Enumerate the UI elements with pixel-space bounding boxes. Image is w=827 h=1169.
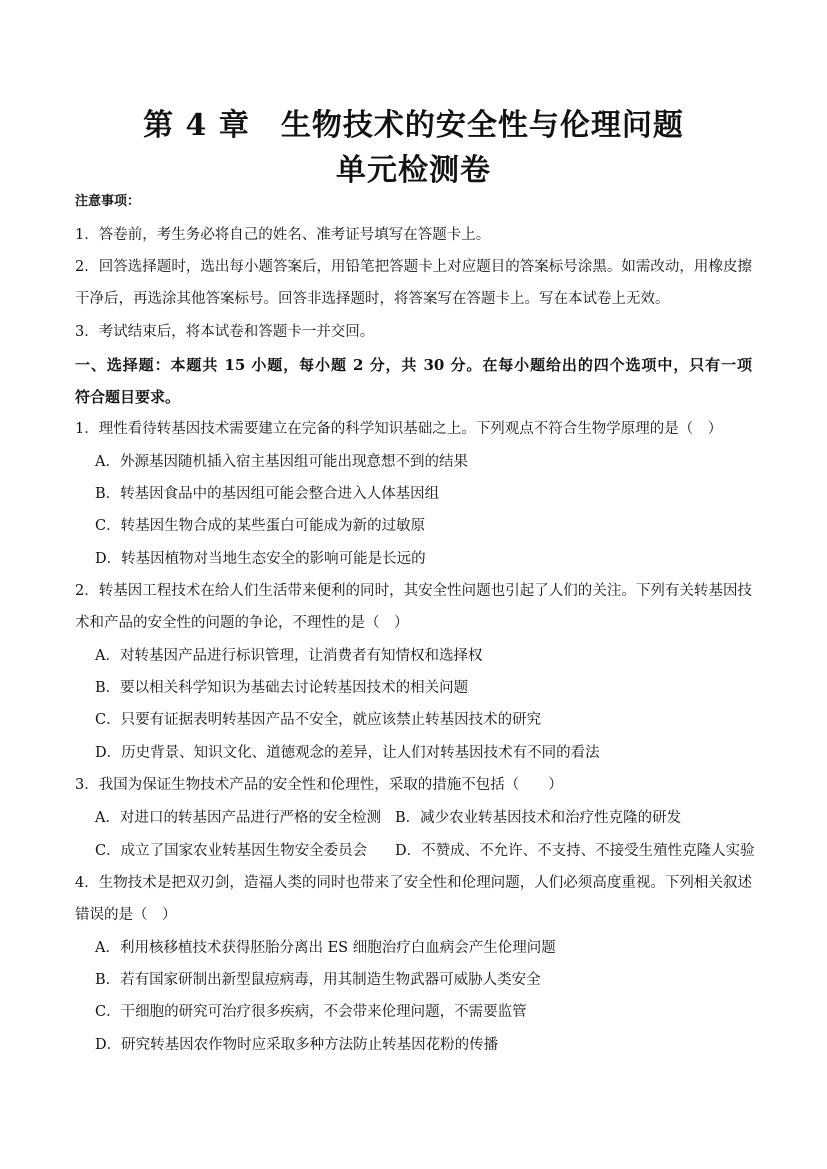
answer-option: A．对转基因产品进行标识管理，让消费者有知情权和选择权 [95,648,483,664]
doc-title: 第 4 章 生物技术的安全性与伦理问题 [143,108,684,143]
question-stem-cont: 错误的是（ ） [75,907,177,923]
answer-option: C．干细胞的研究可治疗很多疾病，不会带来伦理问题，不需要监管 [95,1004,527,1020]
question-stem: 3．我国为保证生物技术产品的安全性和伦理性，采取的措施不包括（ ） [75,777,563,793]
notice-item: 3．考试结束后，将本试卷和答题卡一并交回。 [75,324,375,340]
answer-option: D．转基因植物对当地生态安全的影响可能是长远的 [95,551,426,567]
answer-option: B．减少农业转基因技术和治疗性克隆的研发 [395,810,682,826]
answer-option: B．转基因食品中的基因组可能会整合进入人体基因组 [95,486,440,502]
answer-option: B．要以相关科学知识为基础去讨论转基因技术的相关问题 [95,680,469,696]
doc-subtitle: 单元检测卷 [336,153,491,188]
answer-option: B．若有国家研制出新型鼠痘病毒，用其制造生物武器可威胁人类安全 [95,972,541,988]
answer-option: C．成立了国家农业转基因生物安全委员会 [95,843,368,859]
question-stem: 1．理性看待转基因技术需要建立在完备的科学知识基础之上。下列观点不符合生物学原理的是（ ） [75,421,723,437]
question-stem-cont: 术和产品的安全性的问题的争论，不理性的是（ ） [75,615,409,631]
question-stem: 2．转基因工程技术在给人们生活带来便利的同时，其安全性问题也引起了人们的关注。下列有关转基因技 [75,583,752,599]
answer-option: A．对进口的转基因产品进行严格的安全检测 [95,810,381,826]
answer-option: D．不赞成、不允许、不支持、不接受生殖性克隆人实验 [395,843,755,859]
question-stem: 4．生物技术是把双刃剑，造福人类的同时也带来了安全性和伦理问题，人们必须高度重视。下列相关叙述 [75,875,752,891]
notice-heading: 注意事项： [75,194,141,209]
answer-option: C．只要有证据表明转基因产品不安全，就应该禁止转基因技术的研究 [95,712,542,728]
answer-option: C．转基因生物合成的某些蛋白可能成为新的过敏原 [95,518,426,534]
answer-option: A．利用核移植技术获得胚胎分离出 ES 细胞治疗白血病会产生伦理问题 [95,940,556,956]
answer-option: A．外源基因随机插入宿主基因组可能出现意想不到的结果 [95,454,468,470]
answer-option: D．研究转基因农作物时应采取多种方法防止转基因花粉的传播 [95,1037,499,1053]
notice-item: 干净后，再选涂其他答案标号。回答非选择题时，将答案写在答题卡上。写在本试卷上无效。 [75,291,670,307]
section-heading: 一、选择题：本题共 15 小题，每小题 2 分，共 30 分。在每小题给出的四个选项中，只有一项 [75,356,752,374]
notice-item: 2．回答选择题时，选出每小题答案后，用铅笔把答题卡上对应题目的答案标号涂黑。如需改动，用橡皮擦 [75,259,752,275]
answer-option: D．历史背景、知识文化、道德观念的差异，让人们对转基因技术有不同的看法 [95,745,600,761]
section-heading-cont: 符合题目要求。 [75,388,181,406]
notice-item: 1．答卷前，考生务必将自己的姓名、准考证号填写在答题卡上。 [75,227,491,243]
